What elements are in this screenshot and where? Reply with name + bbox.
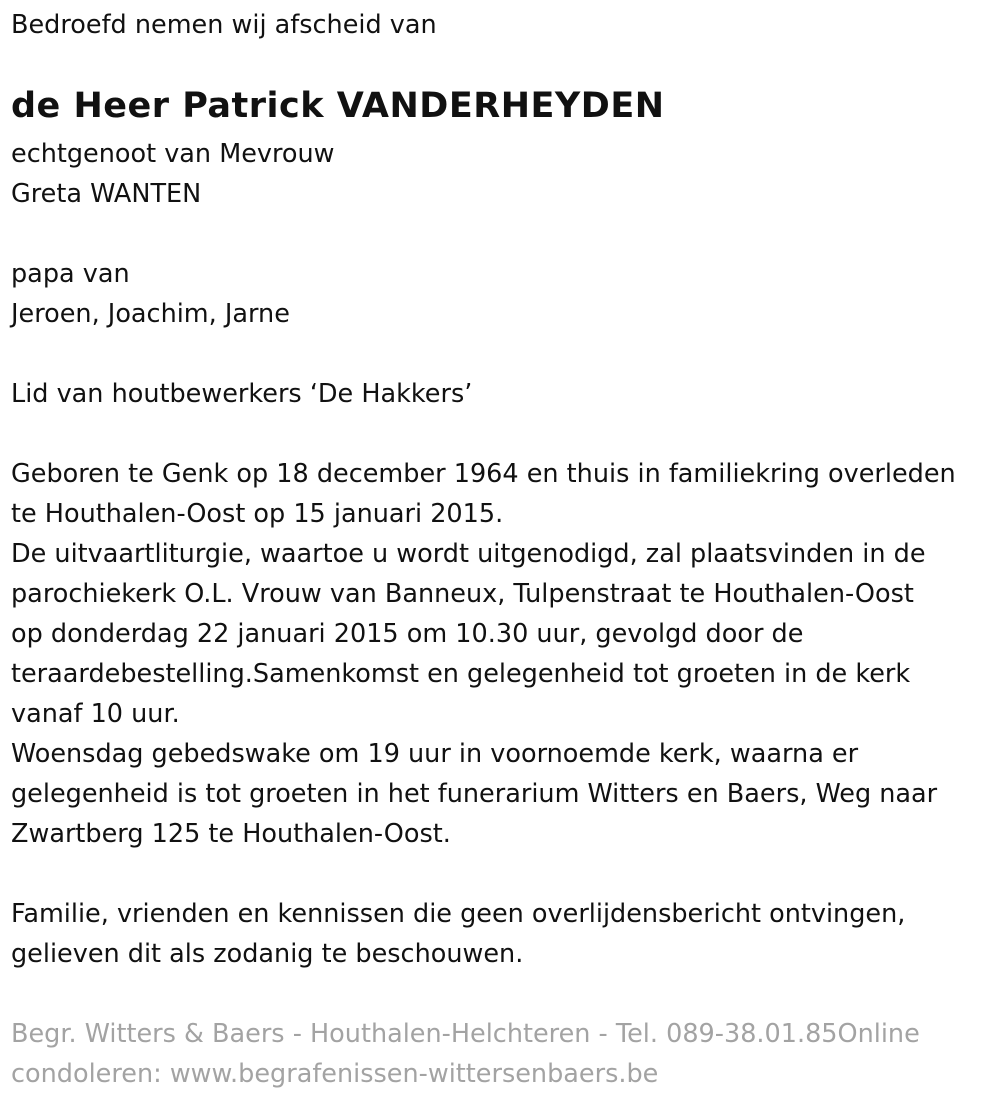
- notice-line: Familie, vrienden en kennissen die geen overlijdensbericht ontvingen,: [11, 899, 906, 929]
- spouse-line-1: echtgenoot van Mevrouw: [11, 139, 335, 169]
- details-line: te Houthalen-Oost op 15 januari 2015.: [11, 499, 504, 529]
- details-section: [11, 454, 996, 854]
- intro-text: Bedroefd nemen wij afscheid van: [11, 10, 437, 40]
- membership-section: [11, 374, 996, 414]
- spouse-line-2: Greta WANTEN: [11, 179, 202, 209]
- details-line: teraardebestelling.Samenkomst en gelegenheid tot groeten in de kerk: [11, 659, 911, 689]
- children-line-1: papa van: [11, 259, 130, 289]
- children-section: [11, 254, 996, 334]
- details-line: De uitvaartliturgie, waartoe u wordt uitgenodigd, zal plaatsvinden in de: [11, 539, 926, 569]
- deceased-name: de Heer Patrick VANDERHEYDEN: [11, 86, 665, 126]
- details-line: Geboren te Genk op 18 december 1964 en thuis in familiekring overleden: [11, 459, 956, 489]
- notice-line: gelieven dit als zodanig te beschouwen.: [11, 939, 524, 969]
- membership-text: Lid van houtbewerkers ‘De Hakkers’: [11, 379, 473, 409]
- details-line: Zwartberg 125 te Houthalen-Oost.: [11, 819, 451, 849]
- details-line: gelegenheid is tot groeten in het funerarium Witters en Baers, Weg naar: [11, 779, 938, 809]
- footer-line: Begr. Witters & Baers - Houthalen-Helchteren - Tel. 089-38.01.85Online: [11, 1019, 920, 1049]
- details-line: vanaf 10 uur.: [11, 699, 180, 729]
- details-line: op donderdag 22 januari 2015 om 10.30 uur, gevolgd door de: [11, 619, 804, 649]
- children-line-2: Jeroen, Joachim, Jarne: [11, 299, 290, 329]
- funeral-home-footer: [11, 1014, 971, 1094]
- details-line: Woensdag gebedswake om 19 uur in voornoemde kerk, waarna er: [11, 739, 859, 769]
- notice-section: [11, 894, 996, 974]
- footer-line: condoleren: www.begrafenissen-wittersenbaers.be: [11, 1059, 659, 1089]
- details-line: parochiekerk O.L. Vrouw van Banneux, Tulpenstraat te Houthalen-Oost: [11, 579, 914, 609]
- spouse-section: [11, 134, 996, 214]
